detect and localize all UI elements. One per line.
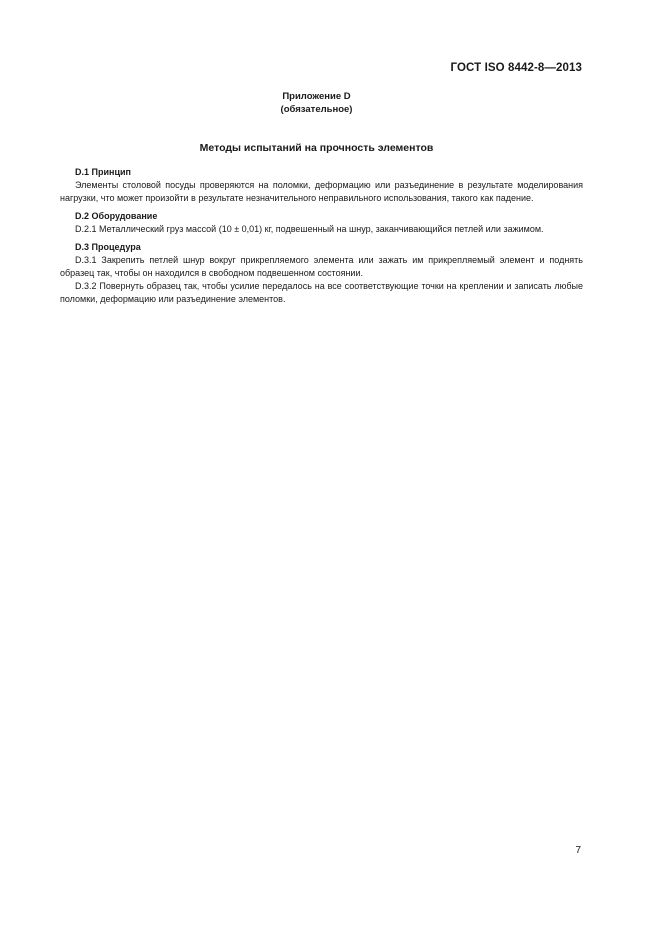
page-number: 7: [575, 845, 581, 856]
principle-text: Элементы столовой посуды проверяются на поломки, деформацию или разъединение в результате моделирования нагрузки, что может произойти в результате незначительного неправильного использования, такого как падение.: [60, 180, 583, 203]
equipment-text: D.2.1 Металлический груз массой (10 ± 0,01) кг, подвешенный на шнур, заканчивающийся петлей или зажимом.: [75, 224, 544, 234]
appendix-header: [0, 90, 633, 116]
procedure-paragraph-1: D.3.1 Закрепить петлей шнур вокруг прикрепляемого элемента или зажать им прикрепляемый элемент и поднять образец так, чтобы он находился в свободном подвешенном состоянии.: [60, 255, 583, 278]
procedure-heading: D.3 Процедура: [75, 242, 141, 252]
appendix-title: Приложение D: [282, 91, 351, 102]
principle-heading: D.1 Принцип: [75, 167, 131, 177]
document-body: [60, 166, 583, 306]
document-designation: ГОСТ ISO 8442-8—2013: [450, 62, 582, 74]
section-title: Методы испытаний на прочность элементов: [199, 142, 434, 154]
appendix-status: (обязательное): [280, 104, 353, 115]
equipment-heading: D.2 Оборудование: [75, 211, 158, 221]
procedure-paragraph-2: D.3.2 Повернуть образец так, чтобы усилие передалось на все соответствующие точки на креплении и записать любые поломки, деформацию или разъединение элементов.: [60, 281, 583, 304]
